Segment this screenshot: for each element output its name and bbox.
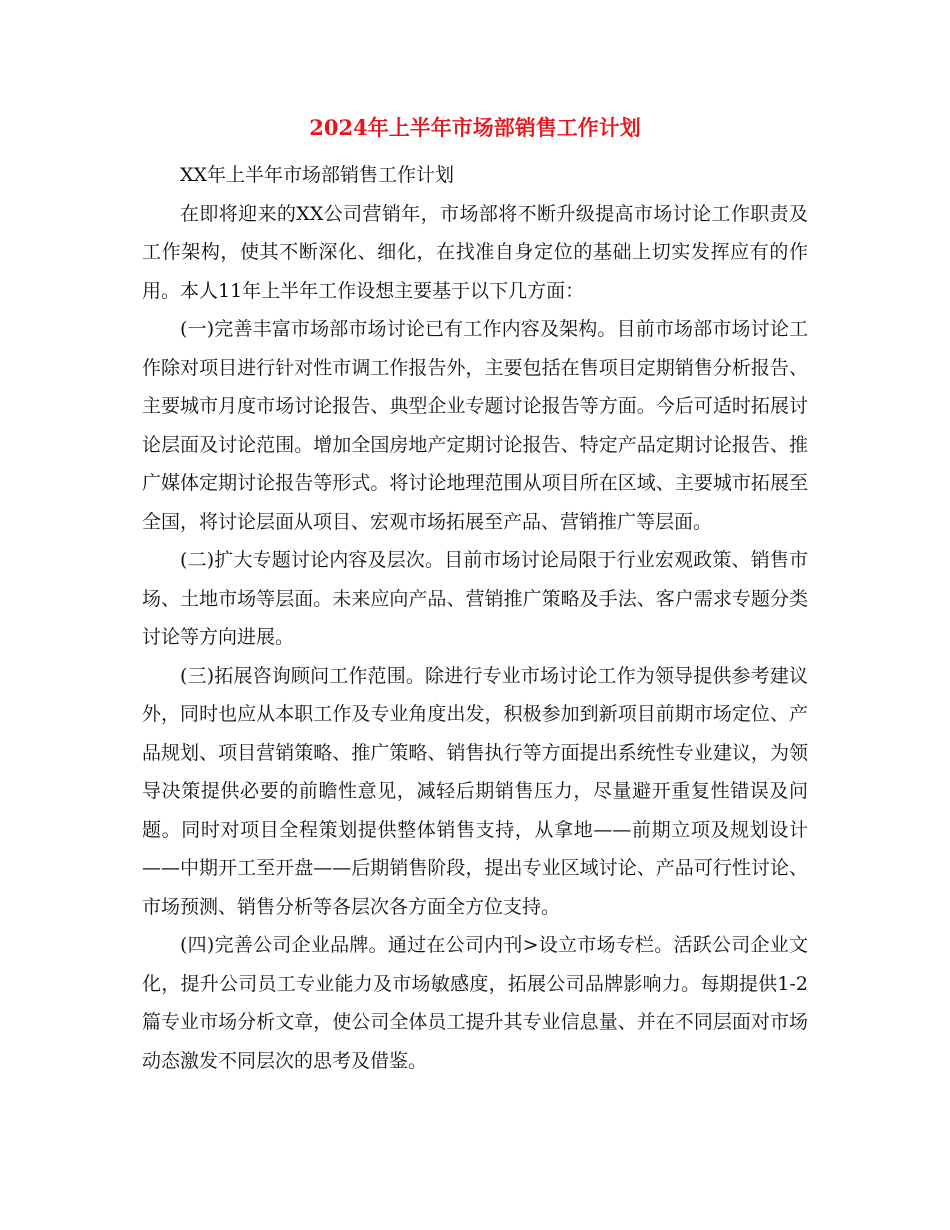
document-title: 2024年上半年市场部销售工作计划 [309,115,641,140]
paragraph-intro: 在即将迎来的XX公司营销年，市场部将不断升级提高市场讨论工作职责及工作架构，使其不断深化、细化，在找准自身定位的基础上切实发挥应有的作用。本人11年上半年工作设想主要基于以下几方面： [142,202,808,302]
paragraph-subtitle: XX年上半年市场部销售工作计划 [180,164,455,186]
document-body [142,156,808,1080]
paragraph-section-2: (二)扩大专题讨论内容及层次。目前市场讨论局限于行业宏观政策、销售市场、土地市场等层面。未来应向产品、营销推广策略及手法、客户需求专题分类讨论等方向进展。 [142,549,808,648]
paragraph-section-1: (一)完善丰富市场部市场讨论已有工作内容及架构。目前市场部市场讨论工作除对项目进行针对性市调工作报告外，主要包括在售项目定期销售分析报告、主要城市月度市场讨论报告、典型企业专题讨论报告等方面。今后可适时拓展讨论层面及讨论范围。增加全国房地产定期讨论报告、特定产品定期讨论报告、推广媒体定期讨论报告等形式。将讨论地理范围从项目所在区域、主要城市拓展至全国，将讨论层面从项目、宏观市场拓展至产品、营销推广等层面。 [142,318,808,533]
paragraph-section-4: (四)完善公司企业品牌。通过在公司内刊>设立市场专栏。活跃公司企业文化，提升公司员工专业能力及市场敏感度，拓展公司品牌影响力。每期提供1-2篇专业市场分析文章，使公司全体员工提升其专业信息量、并在不同层面对市场动态激发不同层次的思考及借鉴。 [142,934,808,1072]
paragraph-section-3: (三)拓展咨询顾问工作范围。除进行专业市场讨论工作为领导提供参考建议外，同时也应从本职工作及专业角度出发，积极参加到新项目前期市场定位、产品规划、项目营销策略、推广策略、销售执行等方面提出系统性专业建议，为领导决策提供必要的前瞻性意见，减轻后期销售压力，尽量避开重复性错误及问题。同时对项目全程策划提供整体销售支持，从拿地——前期立项及规划设计——中期开工至开盘——后期销售阶段，提出专业区域讨论、产品可行性讨论、市场预测、销售分析等各层次各方面全方位支持。 [142,664,808,918]
